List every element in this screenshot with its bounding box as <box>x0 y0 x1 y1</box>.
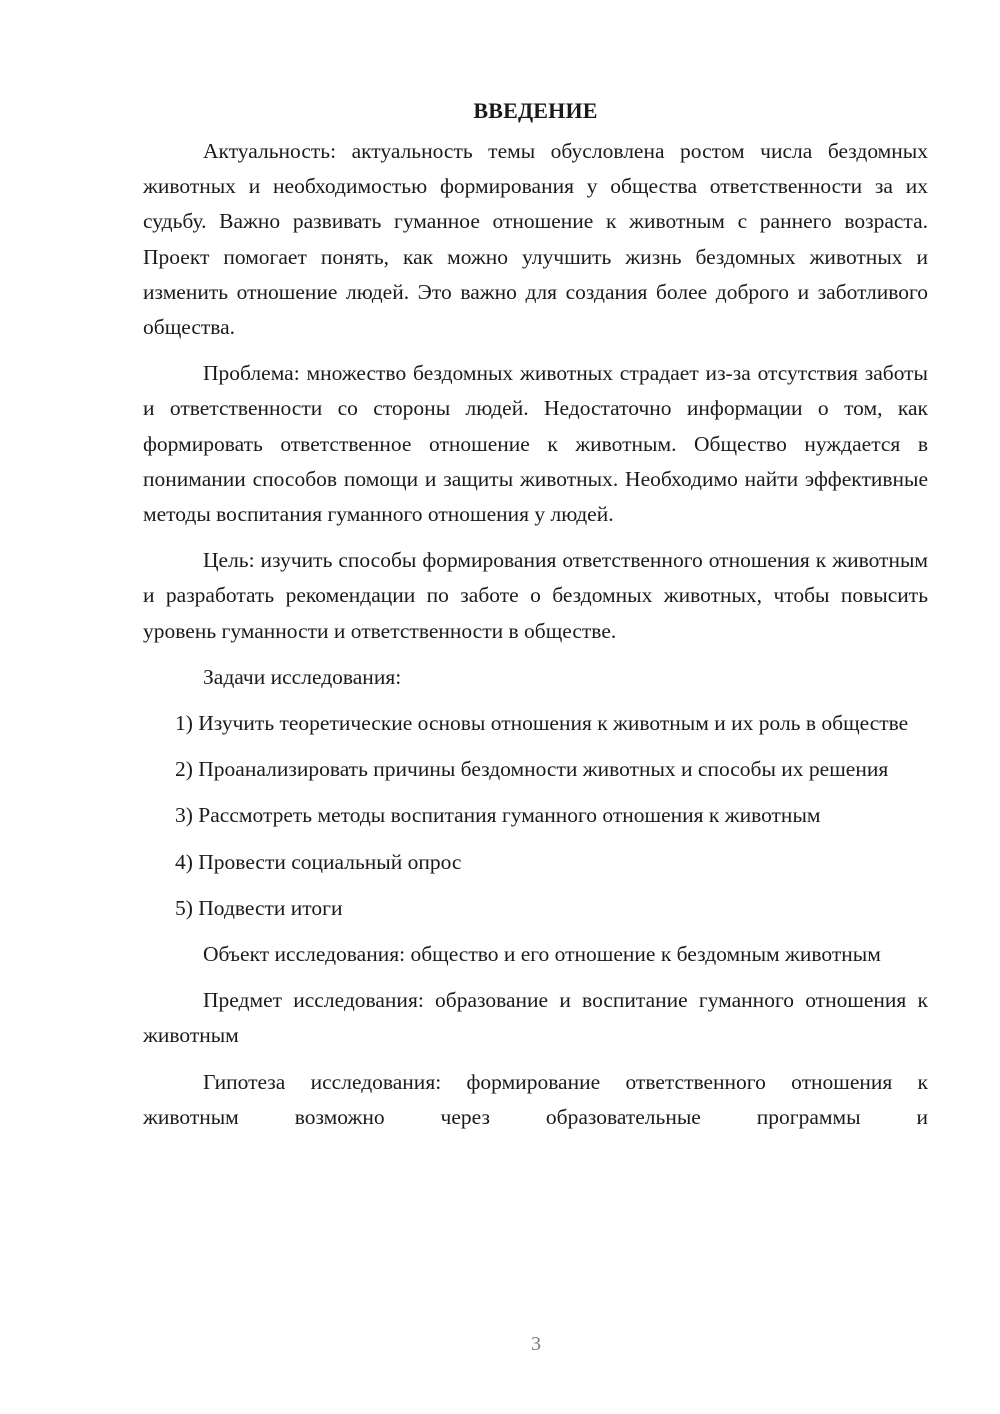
paragraph-relevance: Актуальность: актуальность темы обусловлена ростом числа бездомных животных и необходимостью формирования у общества ответственности за их судьбу. Важно развивать гуманное отношение к животным с раннего возраста. Проект помогает понять, как можно улучшить жизнь бездомных животных и изменить отношение людей. Это важно для создания более доброго и заботливого общества. <box>143 139 928 340</box>
paragraph-tasks-title: Задачи исследования: <box>203 664 402 689</box>
task-item-1: 1) Изучить теоретические основы отношения к животным и их роль в обществе <box>175 711 909 736</box>
paragraph-object: Объект исследования: общество и его отношение к бездомным животным <box>203 942 881 967</box>
paragraph-goal: Цель: изучить способы формирования ответственного отношения к животным и разработать рекомендации по заботе о бездомных животных, чтобы повысить уровень гуманности и ответственности в обществе. <box>143 548 928 643</box>
paragraph-subject: Предмет исследования: образование и воспитание гуманного отношения к животным <box>143 988 928 1048</box>
task-item-3: 3) Рассмотреть методы воспитания гуманного отношения к животным <box>175 803 821 828</box>
task-item-2: 2) Проанализировать причины бездомности животных и способы их решения <box>175 757 889 782</box>
paragraph-hypothesis: Гипотеза исследования: формирование ответственного отношения к животным возможно через образовательные программы и <box>143 1069 928 1129</box>
task-item-5: 5) Подвести итоги <box>175 895 343 920</box>
task-item-4: 4) Провести социальный опрос <box>175 849 462 874</box>
paragraph-problem: Проблема: множество бездомных животных страдает из-за отсутствия заботы и ответственности со стороны людей. Недостаточно информации о том, как формировать ответственное отношение к животным. Общество нуждается в понимании способов помощи и защиты животных. Необходимо найти эффективные методы воспитания гуманного отношения у людей. <box>143 361 928 527</box>
page-number: 3 <box>531 1333 541 1355</box>
page-content <box>143 96 928 1146</box>
section-heading: ВВЕДЕНИЕ <box>473 98 598 123</box>
